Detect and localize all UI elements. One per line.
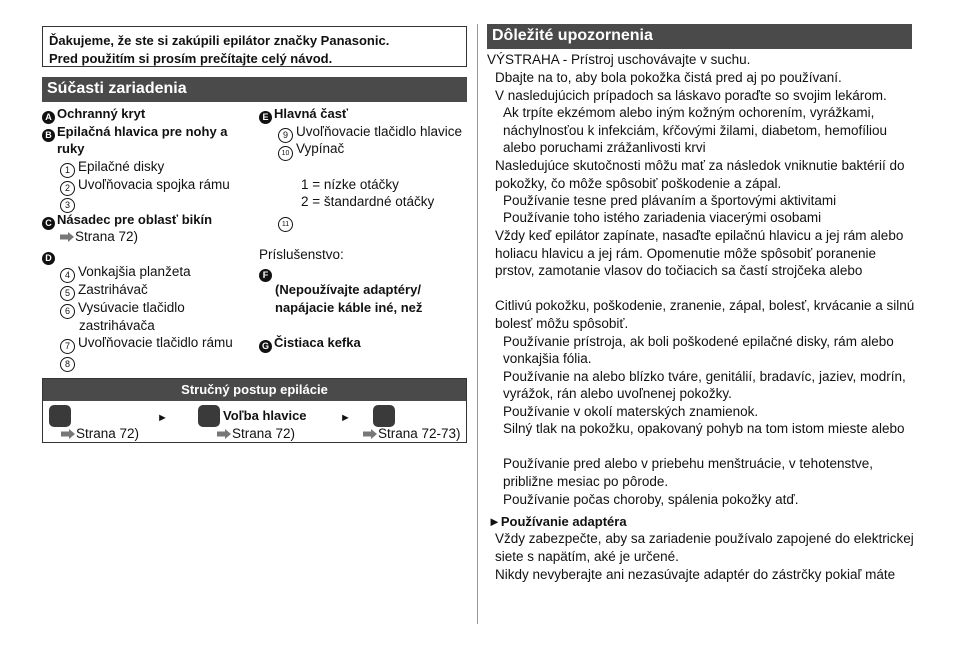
step-3-ref-text: Strana 72-73) [378,426,461,441]
warning-line: Používanie na alebo blízko tváre, genitálií, bradavíc, jaziev, modrín, [503,369,906,384]
part-c-ref [60,228,138,245]
warning-line: Ak trpíte ekzémom alebo iným kožným ochorením, vyrážkami, [503,105,875,120]
warning-line: náchylnosťou k infekciám, kŕčovými žilami, diabetom, hemofíliou [503,123,887,138]
letter-f-badge: F [259,269,272,282]
part-b-label-1: Epilačná hlavica pre nohy a [57,124,228,139]
warning-line: holiacu hlavicu a jej rám. Opomenutie môže spôsobiť poranenie [495,246,877,261]
number-10-icon: 10 [278,146,293,161]
intro-line-1: Ďakujeme, že ste si zakúpili epilátor značky Panasonic. [49,33,390,48]
warning-line: vonkajšia fólia. [503,351,592,366]
part-c-label: Násadec pre oblasť bikín [57,212,213,227]
step-arrow-1-icon: ► [157,412,168,424]
number-8-icon: 8 [60,357,75,372]
page-ref-arrow-icon [61,429,75,439]
intro-line-2: Pred použitím si prosím prečítajte celý návod. [49,51,333,66]
number-7-icon: 7 [60,339,75,354]
warning-line: Používanie toho istého zariadenia viacerými osobami [503,210,822,225]
letter-g-badge: G [259,340,272,353]
part-d5-text: Zastrihávač [78,282,148,297]
number-3-icon: 3 [60,198,75,213]
part-d [42,246,57,265]
warning-line: alebo poruchami zrážanlivosti krvi [503,140,706,155]
step-1-ref-text: Strana 72) [76,426,140,441]
part-f-note-2: napájacie káble iné, než [275,300,423,315]
warning-line: Nasledujúce skutočnosti môžu mať za následok vniknutie baktérií do [495,158,905,173]
warning-line: prstov, zamotanie vlasov do točiacich sa častí strojčeka alebo [495,263,863,278]
page-ref-arrow-icon [217,429,231,439]
number-2-icon: 2 [60,181,75,196]
step-3-ref [363,425,461,442]
part-e11 [278,211,296,232]
part-f-note-1: (Nepoužívajte adaptéry/ [275,282,421,297]
section-title-warnings: Dôležité upozornenia [487,24,912,49]
part-b2-text: Uvoľňovacia spojka rámu [78,177,230,192]
warning-line: Používanie v okolí materských znamienok. [503,404,759,419]
part-b3 [60,193,78,213]
warning-line: vyrážok, rán alebo uvoľnenej pokožky. [503,386,732,401]
warning-line: bolesť môžu spôsobiť. [495,316,629,331]
number-6-icon: 6 [60,304,75,319]
speed-1: 1 = nízke otáčky [301,177,399,192]
number-1-icon: 1 [60,163,75,178]
step-1-ref [61,425,139,442]
part-d6-text-1: Vysúvacie tlačidlo [78,300,185,315]
part-g [259,334,361,353]
warning-line: Dbajte na to, aby bola pokožka čistá pred aj po používaní. [495,70,842,85]
step-2-label: Voľba hlavice [223,408,307,423]
part-e10-text: Vypínač [296,141,345,156]
intro-notice [42,26,467,67]
part-d5 [60,281,148,301]
column-divider [477,24,478,624]
step-2-ref [217,425,295,442]
part-d7-text: Uvoľňovacie tlačidlo rámu [78,335,233,350]
part-b-label-2: ruky [57,141,85,156]
part-g-label: Čistiaca kefka [274,335,361,350]
accessories-label: Príslušenstvo: [259,247,344,262]
part-b2 [60,176,230,196]
part-d8 [60,352,78,372]
step-1-icon [49,405,71,427]
letter-d-badge: D [42,252,55,265]
letter-b-badge: B [42,129,55,142]
part-d4 [60,263,191,283]
part-d6-text-2: zastrihávača [79,318,155,333]
warning-line: Používanie prístroja, ak boli poškodené epilačné disky, rám alebo [503,334,894,349]
number-9-icon: 9 [278,128,293,143]
letter-c-badge: C [42,217,55,230]
warning-line: Vždy zabezpečte, aby sa zariadenie používalo zapojené do elektrickej [495,531,914,546]
step-arrow-2-icon: ► [340,412,351,424]
part-c-ref-text: Strana 72) [75,229,139,244]
adapter-heading: ►Používanie adaptéra [488,514,627,529]
warning-line: VÝSTRAHA - Prístroj uschovávajte v suchu. [487,52,751,67]
warning-line: približne mesiac po pôrode. [503,474,669,489]
part-e [259,105,348,124]
part-d4-text: Vonkajšia planžeta [78,264,191,279]
part-e-label: Hlavná časť [274,106,349,121]
part-f [259,263,274,282]
part-b1-text: Epilačné disky [78,159,165,174]
warning-line: Nikdy nevyberajte ani nezasúvajte adaptér do zástrčky pokiaľ máte [495,567,896,582]
warning-line: Vždy keď epilátor zapínate, nasaďte epilačnú hlavicu a jej rám alebo [495,228,904,243]
warning-line: pokožky, čo môže spôsobiť poškodenie a zápal. [495,176,782,191]
part-a [42,105,145,124]
warning-line: Citlivú pokožku, poškodenie, zranenie, zápal, bolesť, krvácanie a silnú [495,298,915,313]
page-ref-arrow-icon [363,429,377,439]
letter-e-badge: E [259,111,272,124]
step-2-icon [198,405,220,427]
part-d7 [60,334,233,354]
section-title-parts: Súčasti zariadenia [42,77,467,102]
quick-steps-title: Stručný postup epilácie [43,379,466,401]
part-d6 [60,299,185,319]
number-4-icon: 4 [60,268,75,283]
number-11-icon: 11 [278,217,293,232]
speed-2: 2 = štandardné otáčky [301,194,435,209]
warning-line: Silný tlak na pokožku, opakovaný pohyb na tom istom mieste alebo [503,421,905,436]
letter-a-badge: A [42,111,55,124]
number-5-icon: 5 [60,286,75,301]
warning-line: siete s napätím, aké je určené. [495,549,679,564]
page-ref-arrow-icon [60,232,74,242]
quick-steps-box [42,378,467,443]
warning-line: V nasledujúcich prípadoch sa láskavo poraďte so svojim lekárom. [495,88,887,103]
warning-line: Používanie pred alebo v priebehu menštruácie, v tehotenstve, [503,456,873,471]
step-2-ref-text: Strana 72) [232,426,296,441]
part-e9-text: Uvoľňovacie tlačidlo hlavice [296,124,463,139]
part-a-label: Ochranný kryt [57,106,146,121]
step-3-icon [373,405,395,427]
warning-line: Používanie tesne pred plávaním a športovými aktivitami [503,193,837,208]
part-b1 [60,158,164,178]
warning-line: Používanie počas choroby, spálenia pokožky atď. [503,492,799,507]
part-e10 [278,140,344,161]
